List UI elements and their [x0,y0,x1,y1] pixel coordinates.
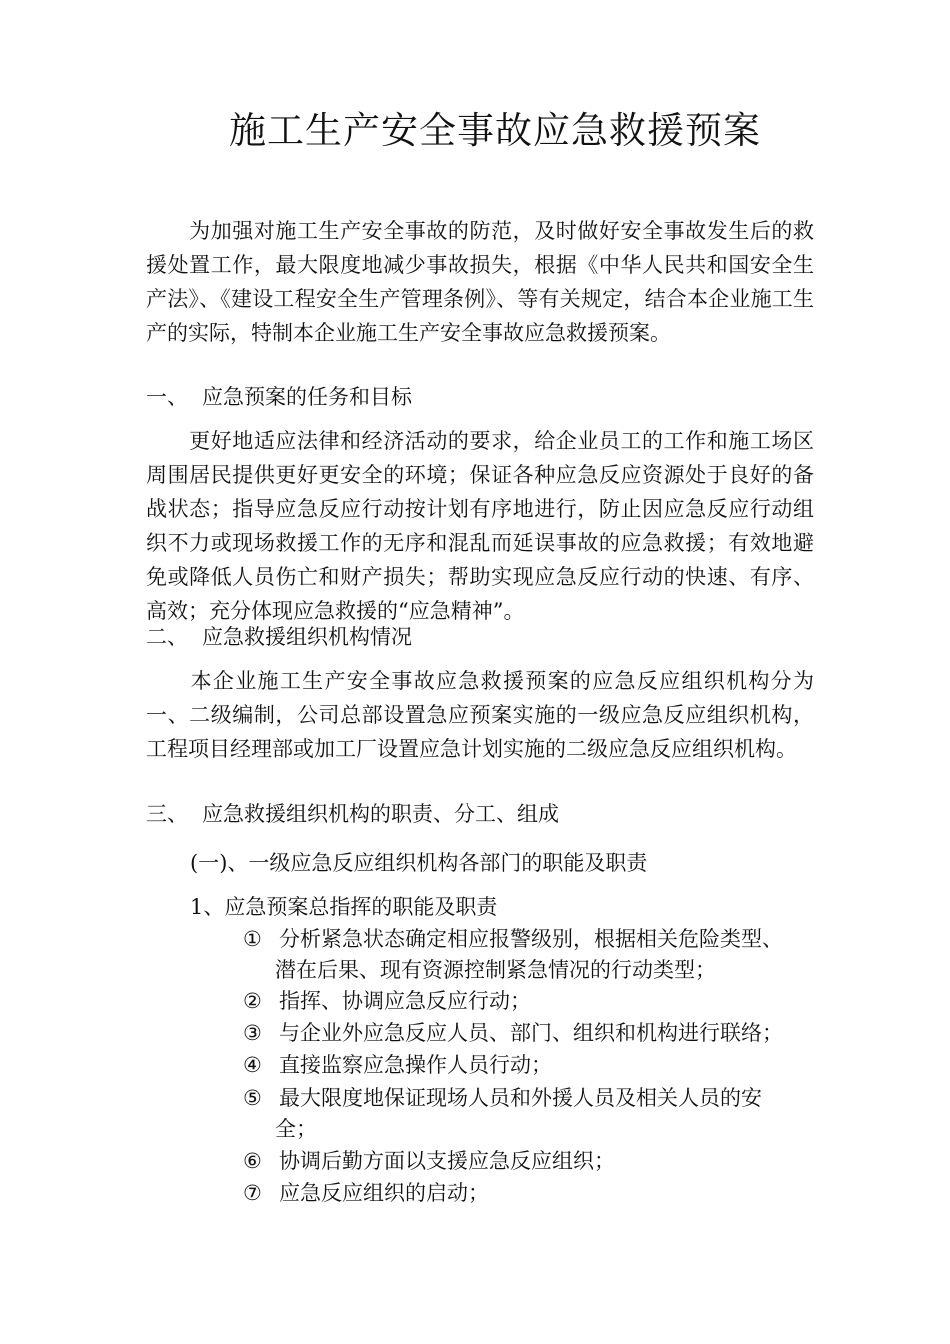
section-1-body: 更好地适应法律和经济活动的要求，给企业员工的工作和施工场区周围居民提供更好更安全的环境；保证各种应急反应资源处于良好的备战状态；指导应急反应行动按计划有序地进行，防止因应急反应行动组织不力或现场救援工作的无序和混乱而延误事故的应急救援；有效地避免或降低人员伤亡和财产损失；帮助实现应急反应行动的快速、有序、高效；充分体现应急救援的“应急精神”。 [146,429,814,623]
list-marker: ⑥ [243,1149,262,1173]
list-item-text: 与企业外应急反应人员、部门、组织和机构进行联络； [279,1021,783,1045]
list-item [243,986,813,1017]
document-title: 施工生产安全事故应急救援预案 [229,109,761,152]
intro-paragraph: 为加强对施工生产安全事故的防范，及时做好安全事故发生后的救援处置工作，最大限度地减少事故损失，根据《中华人民共和国安全生产法》、《建设工程安全生产管理条例》、等有关规定，结合本企业施工生产的实际，特制本企业施工生产安全事故应急救援预案。 [146,219,814,345]
section-title: 应急预案的任务和目标 [202,385,412,409]
section-title: 应急救援组织机构的职责、分工、组成 [202,802,559,826]
section-number: 二、 [146,625,188,649]
list-item [243,1083,813,1145]
section-number: 一、 [146,385,188,409]
list-item [243,1050,813,1081]
section-2-body: 本企业施工生产安全事故应急救援预案的应急反应组织机构分为一、二级编制，公司总部设置急应预案实施的一级应急反应组织机构，工程项目经理部或加工厂设置应急计划实施的二级应急反应组织机构。 [146,669,814,761]
list-marker: ⑦ [243,1181,262,1205]
list-marker: ② [243,989,262,1013]
list-item [243,1018,813,1049]
list-item-text: 协调后勤方面以支援应急反应组织； [279,1149,615,1173]
list-marker: ③ [243,1021,262,1045]
list-item-text: 分析紧急状态确定相应报警级别，根据相关危险类型、 [279,927,783,951]
list-item-continuation: 潜在后果、现有资源控制紧急情况的行动类型； [275,958,716,982]
section-heading-2 [146,620,412,654]
list-item-text: 指挥、协调应急反应行动； [279,989,531,1013]
subsection-heading: (一)、一级应急反应组织机构各部门的职能及职责 [190,851,648,875]
section-heading-1 [146,380,412,414]
section-heading-3 [146,797,559,831]
list-marker: ① [243,927,262,951]
list-item-continuation: 全； [275,1117,317,1141]
list-marker: ④ [243,1053,262,1077]
section-number: 三、 [146,802,188,826]
list-item-text: 直接监察应急操作人员行动； [279,1053,552,1077]
section-title: 应急救援组织机构情况 [202,625,412,649]
list-item [243,924,813,986]
list-item-text: 最大限度地保证现场人员和外援人员及相关人员的安 [279,1086,762,1110]
list-item [243,1178,813,1209]
list-item [243,1146,813,1177]
item-heading: 1、应急预案总指挥的职能及职责 [190,895,498,919]
list-item-text: 应急反应组织的启动； [279,1181,489,1205]
list-marker: ⑤ [243,1086,262,1110]
